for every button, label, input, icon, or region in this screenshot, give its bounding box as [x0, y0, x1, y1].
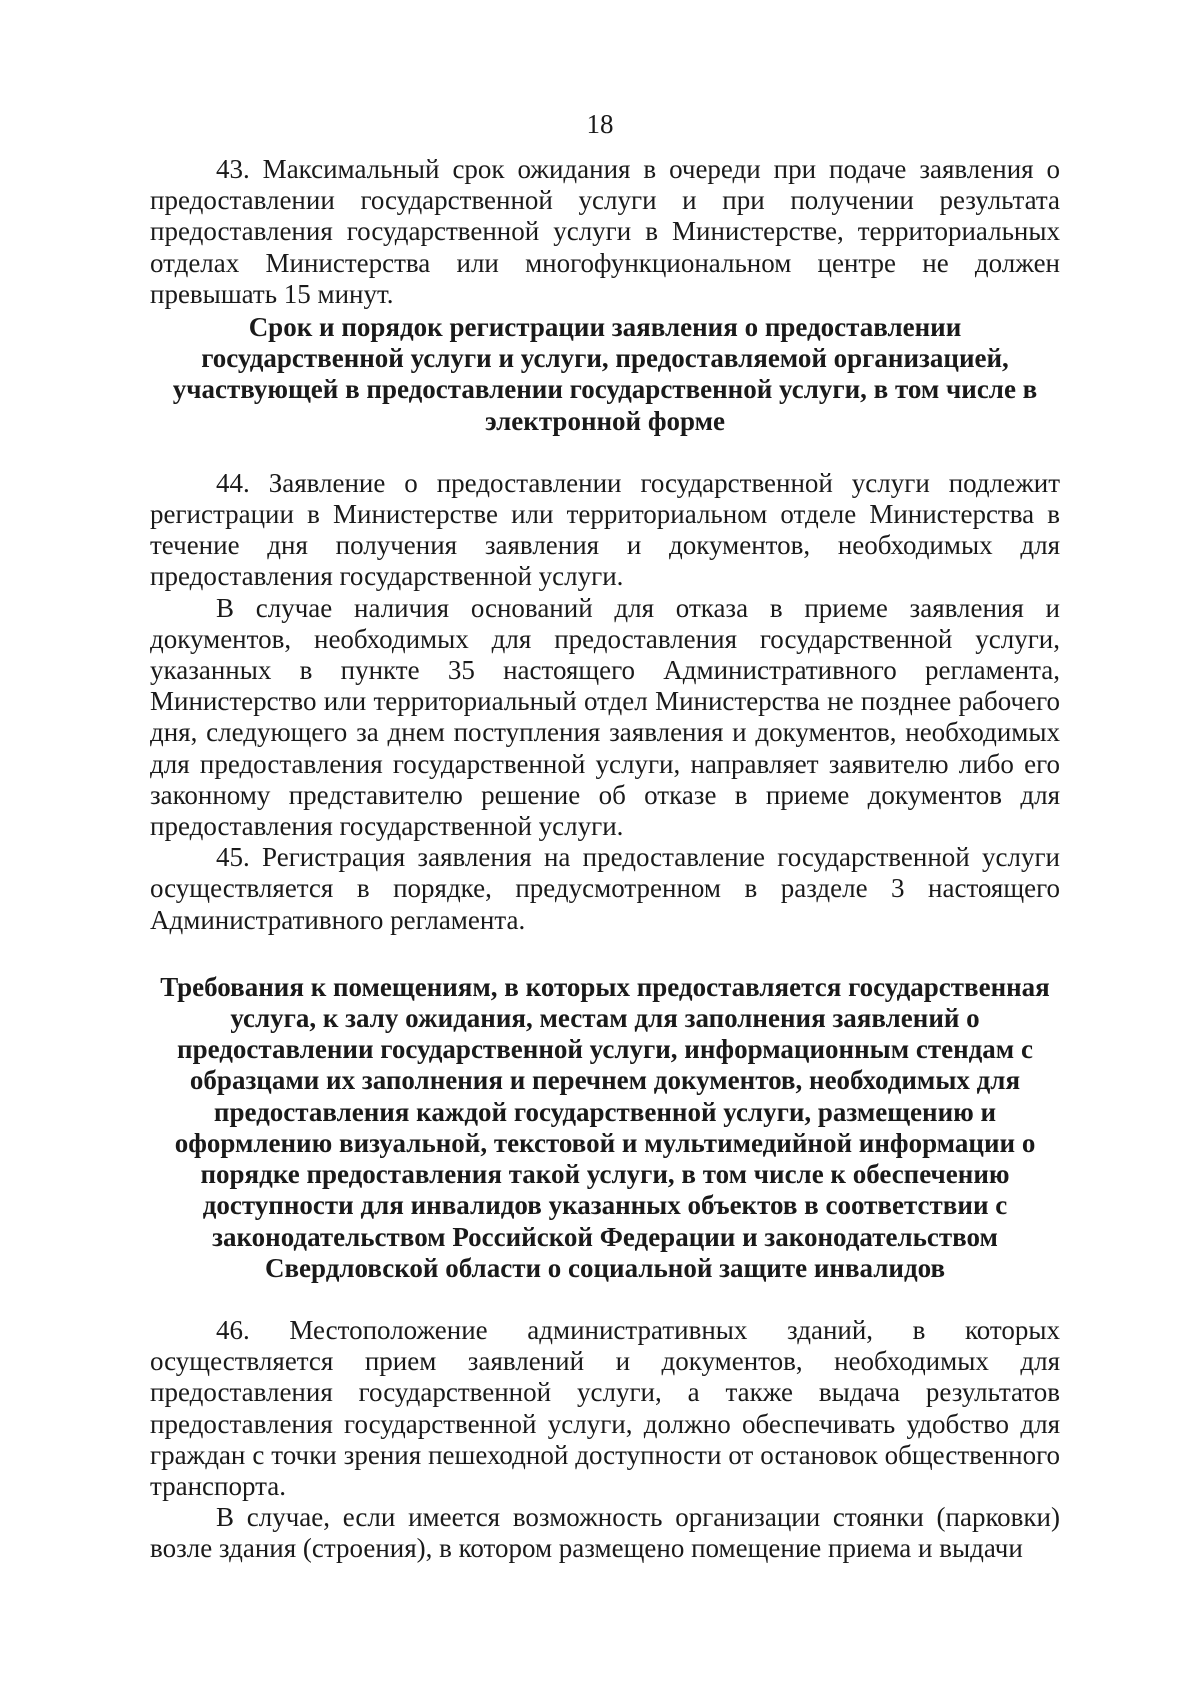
paragraph-45: 45. Регистрация заявления на предоставление государственной услуги осуществляется в порядке, предусмотренном в разделе 3 настоящего Административного регламента. — [150, 842, 1060, 935]
section-heading-registration: Срок и порядок регистрации заявления о предоставлении государственной услуги и услуги, предоставляемой организацией, участвующей в предоставлении государственной услуги, в том числе в электронной форме — [172, 312, 1038, 436]
paragraph-43: 43. Максимальный срок ожидания в очереди при подаче заявления о предоставлении государственной услуги и при получении результата предоставления государственной услуги в Министерстве, территориальных отделах Министерства или многофункциональном центре не должен превышать 15 минут. — [150, 154, 1060, 309]
paragraph-46: 46. Местоположение административных зданий, в которых осуществляется прием заявлений и документов, необходимых для предоставления государственной услуги, а также выдача результатов предоставления государственной услуги, должно обеспечивать удобство для граждан с точки зрения пешеходной доступности от остановок общественного транспорта. — [150, 1314, 1060, 1501]
page-number: 18 — [586, 109, 614, 139]
section-heading-premises-requirements: Требования к помещениям, в которых предоставляется государственная услуга, к залу ожидания, местам для заполнения заявлений о предоставлении государственной услуги, информационным стендам с образцами их заполнения и перечнем документов, необходимых для предоставления каждой государственной услуги, размещению и оформлению визуальной, текстовой и мультимедийной информации о порядке предоставления такой услуги, в том числе к обеспечению доступности для инвалидов указанных объектов в соответствии с законодательством Российской Федерации и законодательством Свердловской области о социальной защите инвалидов — [160, 971, 1050, 1283]
page-content — [150, 154, 1060, 1565]
paragraph-46-parking: В случае, если имеется возможность организации стоянки (парковки) возле здания (строения), в котором размещено помещение приема и выдачи — [150, 1502, 1060, 1564]
paragraph-44-refusal: В случае наличия оснований для отказа в приеме заявления и документов, необходимых для предоставления государственной услуги, указанных в пункте 35 настоящего Административного регламента, Министерство или территориальный отдел Министерства не позднее рабочего дня, следующего за днем поступления заявления и документов, необходимых для предоставления государственной услуги, направляет заявителю либо его законному представителю решение об отказе в приеме документов для предоставления государственной услуги. — [150, 592, 1060, 842]
paragraph-44: 44. Заявление о предоставлении государственной услуги подлежит регистрации в Министерстве или территориальном отделе Министерства в течение дня получения заявления и документов, необходимых для предоставления государственной услуги. — [150, 467, 1060, 592]
